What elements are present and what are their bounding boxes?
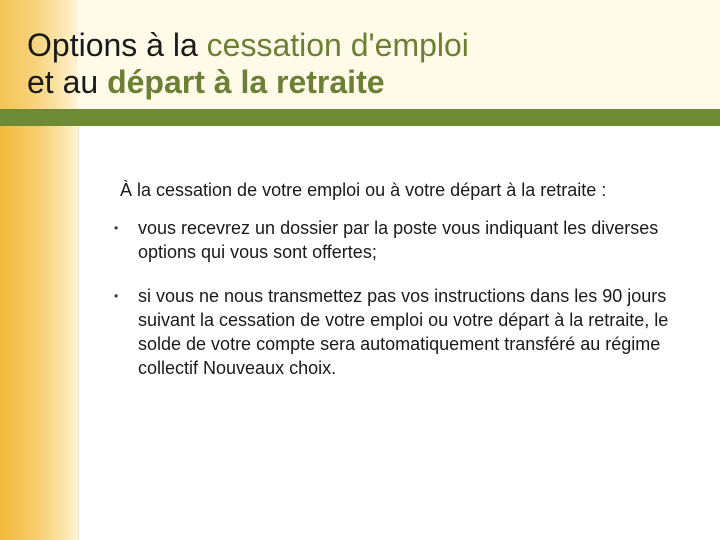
title-divider-bar bbox=[0, 109, 720, 126]
title-text-accent-1: cessation d'emploi bbox=[206, 27, 469, 63]
bullet-text: vous recevrez un dossier par la poste vous indiquant les diverses options qui vous sont offertes; bbox=[138, 218, 659, 262]
title-text-plain-2: et au bbox=[27, 64, 108, 100]
bullet-marker: • bbox=[114, 221, 119, 235]
bullet-list bbox=[112, 216, 672, 400]
title-text-plain-1: Options à la bbox=[27, 27, 207, 63]
bullet-item bbox=[112, 284, 672, 380]
left-accent-strip bbox=[0, 126, 78, 540]
slide-title bbox=[27, 27, 469, 101]
intro-text: À la cessation de votre emploi ou à votre départ à la retraite : bbox=[120, 180, 607, 200]
bullet-item bbox=[112, 216, 672, 264]
bullet-marker: • bbox=[114, 289, 119, 303]
bullet-text: si vous ne nous transmettez pas vos instructions dans les 90 jours suivant la cessation de votre emploi ou votre départ à la retraite, le solde de votre compte sera automatiquement transféré au régime collectif Nouveaux choix. bbox=[138, 286, 669, 378]
title-text-accent-2: départ à la retraite bbox=[107, 64, 385, 100]
